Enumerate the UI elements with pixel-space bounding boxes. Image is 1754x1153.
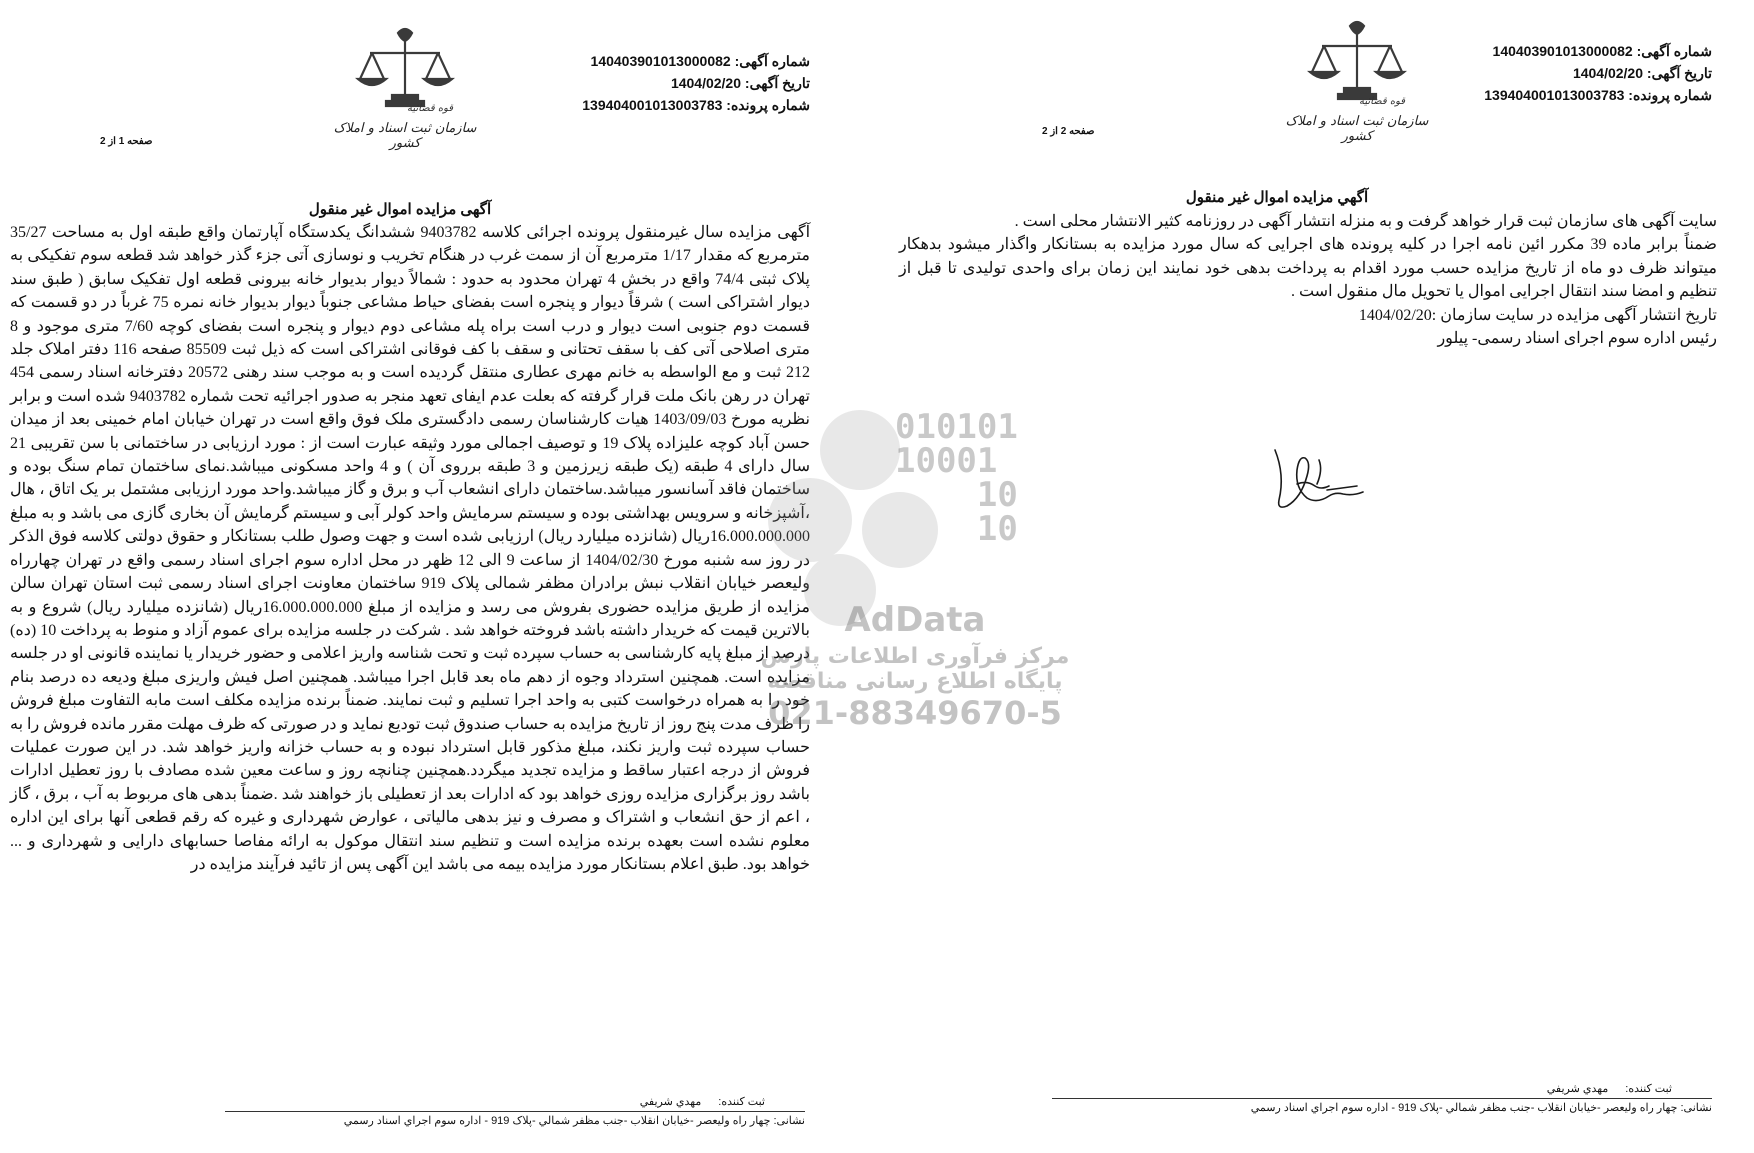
ad-title: آگهی مزایده اموال غیر منقول bbox=[308, 201, 492, 218]
watermark-phone: 021-88349670-5 bbox=[768, 694, 1062, 732]
page-number: صفحه 2 از 2 bbox=[1042, 126, 1095, 137]
watermark-brand: AdData bbox=[844, 600, 986, 640]
footer-divider bbox=[225, 1111, 805, 1112]
organization-label: سازمان ثبت اسناد و املاک کشور bbox=[1285, 114, 1429, 144]
page-number: صفحه 1 از 2 bbox=[100, 136, 153, 147]
ad-number: شماره آگهی: 140403901013000082 bbox=[590, 53, 810, 69]
file-number: شماره پرونده: 139404001013003783 bbox=[1484, 87, 1712, 103]
judiciary-label: قوه قضائیه bbox=[1358, 96, 1406, 107]
body-line: سایت آگهی های سازمان ثبت قرار خواهد گرفت و به منزله انتشار آگهی در روزنامه کثیر الانتشار محلی است . bbox=[1014, 213, 1717, 230]
footer-address: نشانی: چهار راه وليعصر -خيابان انقلاب -جنب مظفر شمالي -پلاک 919 - اداره سوم اجراي اسناد رسمي bbox=[1250, 1102, 1712, 1114]
judiciary-emblem bbox=[1282, 18, 1432, 148]
page-2 bbox=[877, 0, 1754, 1153]
ad-date: تاریخ آگهی: 1404/02/20 bbox=[1572, 65, 1712, 81]
ad-number: شماره آگهی: 140403901013000082 bbox=[1492, 43, 1712, 59]
registrar-name: مهدي شريفي bbox=[1546, 1083, 1609, 1095]
ad-header-info bbox=[520, 50, 810, 116]
watermark-text bbox=[735, 600, 1095, 732]
page-footer bbox=[1052, 1082, 1712, 1114]
ad-title: آگهي مزايده اموال غير منقول bbox=[1185, 189, 1369, 206]
watermark-line1: مرکز فرآوری اطلاعات پارس bbox=[760, 644, 1070, 669]
watermark-line2: پایگاه اطلاع رسانی مناقصه bbox=[767, 669, 1063, 694]
ad-date: تاریخ آگهی: 1404/02/20 bbox=[670, 75, 810, 91]
ad-header-info bbox=[1422, 40, 1712, 106]
handwritten-signature bbox=[1267, 440, 1377, 520]
ad-body-text: آگهی مزایده سال غیرمنقول پرونده اجرائی کلاسه 9403782 ششدانگ یکدستگاه آپارتمان واقع طبقه اول به مساحت 35/27 مترمربع که مقدار 1/17 مترمربع آن از سمت غرب در هنگام تخریب و نوسازی آتی جزء گذر خواهد شد قطعه سوم تفکیکی به پلاک ثبتی 74/4 واقع در بخش 4 تهران محدود به حدود : شمالاً دیوار بدیوار خانه بیرونی قطعه اول تفکیک سابق ( طبق سند دیوار اشتراکی است ) شرقاً دیوار و پنجره است بفضای حیاط مشاعی جنوباً دیوار بدیوار خانه نمره 75 غرباً در دو قسمت که قسمت دوم جنوبی است دیوار و درب است براه پله مشاعی دوم دیوار و پنجره است بفضای کوچه 7/60 متری موجود و 8 متری اصلاحی آتی کف با سقف تحتانی و سقف با کف فوقانی اشتراکی است که ذیل ثبت 85509 صفحه 116 دفتر املاک جلد 212 ثبت و مع الواسطه به خانم مهری عطاری منتقل گردیده است و به موجب سند رهنی 20572 دفترخانه اسناد رسمی 454 تهران در رهن بانک ملت قرار گرفته که بعلت عدم ایفای تعهد منجر به صدور اجرائیه تحت شماره 9403782 شده است و برابر نظریه مورخ 1403/09/03 هیات کارشناسان رسمی دادگستری ملک فوق واقع است در تهران خیابان امام خمینی بعد از میدان حسن آباد کوچه علیزاده پلاک 19 و توصیف اجمالی مورد وثیقه عبارت است از : مورد ارزیابی در ساختمانی با سن تقریبی 21 سال دارای 4 طبقه (یک طبقه زیرزمین و 3 طبقه برروی آن ) و 4 واحد مسکونی میباشد.نمای ساختمان تمام سنگ بوده و ساختمان فاقد آسانسور میباشد.ساختمان دارای انشعاب آب و برق و گاز میباشد.واحد مورد ارزیابی مشتمل بر یک اتاق ، هال ،آشپزخانه و سرویس بهداشتی بوده و سیستم سرمایش واحد کولر آبی و سیستم گرمایش آن بخاری گازی می باشد و به مبلغ 16.000.000.000ریال (شانزده میلیارد ریال) ارزیابی شده است و جهت وصول طلب بستانکار و حقوق دولتی کلاسه فوق الذکر در روز سه شنبه مورخ 1404/02/30 از ساعت 9 الی 12 ظهر در محل اداره سوم اجرای اسناد رسمی واقع در تهران چهارراه ولیعصر خیابان انقلاب نبش برادران مظفر شمالی پلاک 919 ساختمان معاونت اجرای اسناد رسمی ثبت استان تهران سالن مزایده از طریق مزایده حضوری بفروش می رسد و مزایده از مبلغ 16.000.000.000ریال (شانزده میلیارد ریال) شروع و به بالاترین قیمت که خریدار داشته باشد فروخته خواهد شد . شرکت در جلسه مزایده برای عموم آزاد و منوط به پرداخت 10 (ده) درصد از مبلغ پایه کارشناسی به حساب سپرده ثبت و تحت شناسه واریز اعلامی و حضور خریدار یا نماینده قانونی او در جلسه مزایده است. همچنین استرداد وجوه از دهم ماه بعد قابل اجرا میباشد. همچنین اصل فیش واریزی مبلغ ودیعه ده درصد بنام خود را به همراه درخواست کتبی به واحد اجرا تسلیم و ثبت نمایند. ضمناً برنده مزایده مکلف است مابه التفاوت مبلغ فروش را ظرف مدت پنج روز از تاریخ مزایده به حساب صندوق ثبت تودیع نماید و در صورتی که ظرف مهلت مقرر مانده فروش را به حساب سپرده ثبت واریز نکند، مبلغ مذکور قابل استرداد نبوده و به حساب خزانه واریز خواهد شد. در این صورت عملیات فروش از درجه اعتبار ساقط و مزایده تجدید میگردد.همچنین چنانچه روز و ساعت معین شده مصادف با روز تعطیل ادارات باشد روز برگزاری مزایده روزی خواهد بود که ادارات بعد از تعطیلی باز خواهند شد .ضمناً بدهی های مربوط به آب ، برق ، گاز ، اعم از حق انشعاب و اشتراک و مصرف و نیز بدهی مالیاتی ، عوارض شهرداری و غیره که رقم قطعی آنها برای این اداره معلوم نشده است بعهده برنده مزایده است و تنظیم سند انتقال موکول به ارائه مفاصا حسابهای دارایی و شهرداری و ... خواهد بود. طبق اعلام بستانکار مورد مزایده بیمه می باشد این آگهی پس از تائید فرآیند مزایده در bbox=[10, 224, 811, 873]
watermark-digits: 010101 10001 10 10 bbox=[895, 407, 1018, 549]
body-line: تاریخ انتشار آگهی مزایده در سایت سازمان :1404/02/20 bbox=[1358, 306, 1717, 324]
body-line: رئیس اداره سوم اجرای اسناد رسمی- پیلور bbox=[1437, 330, 1717, 348]
file-number: شماره پرونده: 139404001013003783 bbox=[582, 97, 810, 113]
footer-address: نشانی: چهار راه وليعصر -خيابان انقلاب -جنب مظفر شمالي -پلاک 919 - اداره سوم اجراي اسناد رسمي bbox=[343, 1115, 805, 1127]
registrar-name: مهدي شريفي bbox=[639, 1096, 702, 1108]
ad-body-text bbox=[899, 210, 1717, 350]
judiciary-label: قوه قضائیه bbox=[406, 103, 454, 114]
judiciary-emblem bbox=[330, 25, 480, 155]
organization-label: سازمان ثبت اسناد و املاک کشور bbox=[333, 121, 477, 151]
page-footer bbox=[225, 1095, 805, 1127]
footer-divider bbox=[1052, 1098, 1712, 1099]
registrar-label: ثبت کننده: bbox=[1625, 1083, 1672, 1095]
registrar-label: ثبت کننده: bbox=[718, 1096, 765, 1108]
body-line: ضمناً برابر ماده 39 مکرر ائین نامه اجرا در کلیه پرونده های اجرایی که سال مورد مزایده به بستانکار واگذار میشود بدهکار میتواند ظرف دو ماه از تاریخ مزایده حسب مورد اقدام به پرداخت بدهی خود نمایند این زمان برای واحدی تولیدی تا قبل از تنظیم و امضا سند انتقال اجرایی اموال یا تحویل مال منقول است . bbox=[899, 236, 1718, 301]
